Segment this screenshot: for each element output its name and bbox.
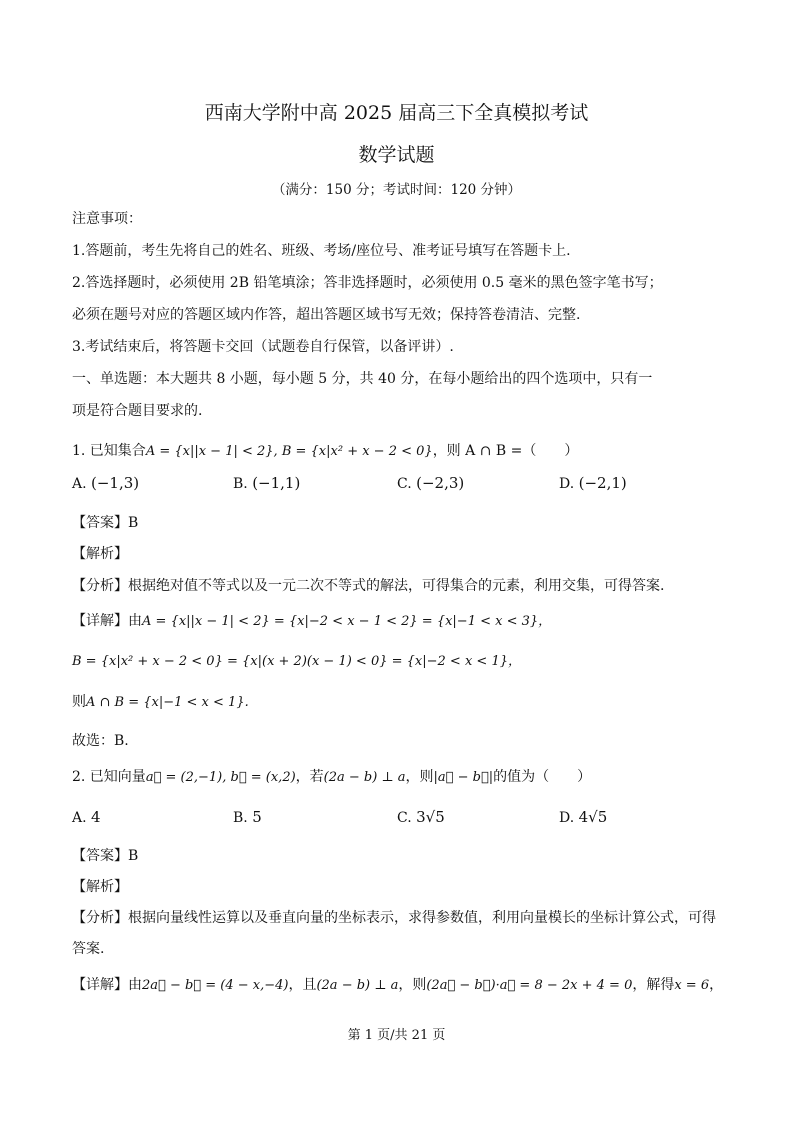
q2-option-c <box>397 808 445 826</box>
q1-option-c-label: C. <box>397 476 412 492</box>
q2-stem <box>72 766 732 786</box>
q1-detail-1-pre: 【详解】由 <box>72 613 142 629</box>
q1-option-b-label: B. <box>233 476 248 492</box>
note-2a: 2.答选择题时，必须使用 2B 铅笔填涂；答非选择题时，必须使用 0.5 毫米的黑色签字笔书写； <box>72 275 663 291</box>
q2-analysis-b: 答案. <box>72 941 105 957</box>
q2-option-b <box>233 808 262 826</box>
exam-meta: （满分：150 分；考试时间：120 分钟） <box>271 182 522 198</box>
q1-detail-3-math: A ∩ B = {x|−1 < x < 1}. <box>86 695 249 710</box>
q2-stem-math: a⃗ = (2,−1), b⃗ = (x,2) <box>145 770 296 785</box>
page-footer: 第 1 页/共 21 页 <box>347 1028 446 1043</box>
exam-title: 西南大学附中高 2025 届高三下全真模拟考试 <box>204 102 589 124</box>
q1-stem-post: ，则 A ∩ B =（ ） <box>432 443 579 459</box>
q2-detail-mid2: ，则 <box>398 977 427 993</box>
q1-stem-math: A = {x||x − 1| < 2}, B = {x|x² + x − 2 < 0} <box>145 444 433 459</box>
q1-option-a <box>72 474 139 492</box>
section-heading-line2: 项是符合题目要求的. <box>72 403 203 419</box>
q1-option-a-label: A. <box>72 476 87 492</box>
q2-option-a-label: A. <box>72 810 87 826</box>
q1-option-d <box>559 474 627 492</box>
q2-option-c-label: C. <box>397 810 412 826</box>
q1-detail-3-pre: 则 <box>72 694 86 710</box>
q2-option-d-label: D. <box>559 810 575 826</box>
q2-detail-pre: 【详解】由 <box>72 977 142 993</box>
q2-stem-math3: |a⃗ − b⃗| <box>433 770 494 785</box>
q2-analysis-a: 【分析】根据向量线性运算以及垂直向量的坐标表示，求得参数值，利用向量模长的坐标计算公式，可得 <box>72 910 716 926</box>
exam-subject: 数学试题 <box>358 144 435 166</box>
q2-option-a-value: 4 <box>91 808 101 826</box>
q2-detail-post: ， <box>709 977 724 993</box>
q2-stem-math2: (2a − b) ⊥ a <box>323 770 406 785</box>
q2-option-a <box>72 808 101 826</box>
q1-detail-3 <box>72 691 732 711</box>
q2-option-c-value: 3√5 <box>416 808 445 826</box>
note-3: 3.考试结束后，将答题卡交回（试题卷自行保管，以备评讲）. <box>72 339 454 355</box>
q1-stem-pre: 1. 已知集合 <box>72 443 146 459</box>
q1-option-d-value: (−2,1) <box>578 474 627 492</box>
q1-answer: 【答案】B <box>72 515 139 531</box>
q1-option-a-value: (−1,3) <box>91 474 140 492</box>
q1-detail-1-math: A = {x||x − 1| < 2} = {x|−2 < x − 1 < 2} = {x|−1 < x < 3}， <box>142 614 552 629</box>
q2-detail-math4: x = 6 <box>674 978 710 993</box>
q1-option-c <box>397 474 464 492</box>
q1-option-b <box>233 474 300 492</box>
q2-stem-mid: ，若 <box>295 769 324 785</box>
q2-option-b-label: B. <box>233 810 248 826</box>
q2-detail <box>72 974 732 994</box>
q1-analysis: 【分析】根据绝对值不等式以及一元二次不等式的解法，可得集合的元素，利用交集，可得答案. <box>72 578 665 594</box>
q1-conclusion: 故选：B. <box>72 733 129 749</box>
q1-analysis-tag: 【解析】 <box>72 546 128 562</box>
q1-detail-1 <box>72 610 732 630</box>
q1-option-b-value: (−1,1) <box>252 474 301 492</box>
q2-stem-pre: 2. 已知向量 <box>72 769 146 785</box>
section-heading-line1: 一、单选题：本大题共 8 小题，每小题 5 分，共 40 分，在每小题给出的四个选项中，只有一 <box>72 371 653 387</box>
q2-stem-mid2: ，则 <box>405 769 434 785</box>
notes-heading: 注意事项： <box>72 211 142 227</box>
q2-detail-math2: (2a − b) ⊥ a <box>316 978 399 993</box>
q1-detail-2-math: B = {x|x² + x − 2 < 0} = {x|(x + 2)(x − 1) < 0} = {x|−2 < x < 1}， <box>72 654 521 669</box>
q1-option-d-label: D. <box>559 476 575 492</box>
q2-detail-math1: 2a⃗ − b⃗ = (4 − x,−4) <box>142 978 289 993</box>
q2-detail-mid3: ，解得 <box>632 977 675 993</box>
note-1: 1.答题前，考生先将自己的姓名、班级、考场/座位号、准考证号填写在答题卡上. <box>72 243 571 259</box>
q2-detail-mid1: ，且 <box>288 977 317 993</box>
note-2b: 必须在题号对应的答题区域内作答，超出答题区域书写无效；保持答卷清洁、完整. <box>72 307 581 323</box>
q1-option-c-value: (−2,3) <box>416 474 465 492</box>
q2-analysis-tag: 【解析】 <box>72 879 128 895</box>
q2-stem-post: 的值为（ ） <box>493 769 592 785</box>
q2-option-b-value: 5 <box>252 808 262 826</box>
q2-option-d-value: 4√5 <box>578 808 608 826</box>
q2-detail-math3: (2a⃗ − b⃗)·a⃗ = 8 − 2x + 4 = 0 <box>426 978 633 993</box>
q2-answer: 【答案】B <box>72 848 139 864</box>
q1-detail-2 <box>72 650 732 669</box>
q1-stem <box>72 440 732 460</box>
q2-option-d <box>559 808 607 826</box>
